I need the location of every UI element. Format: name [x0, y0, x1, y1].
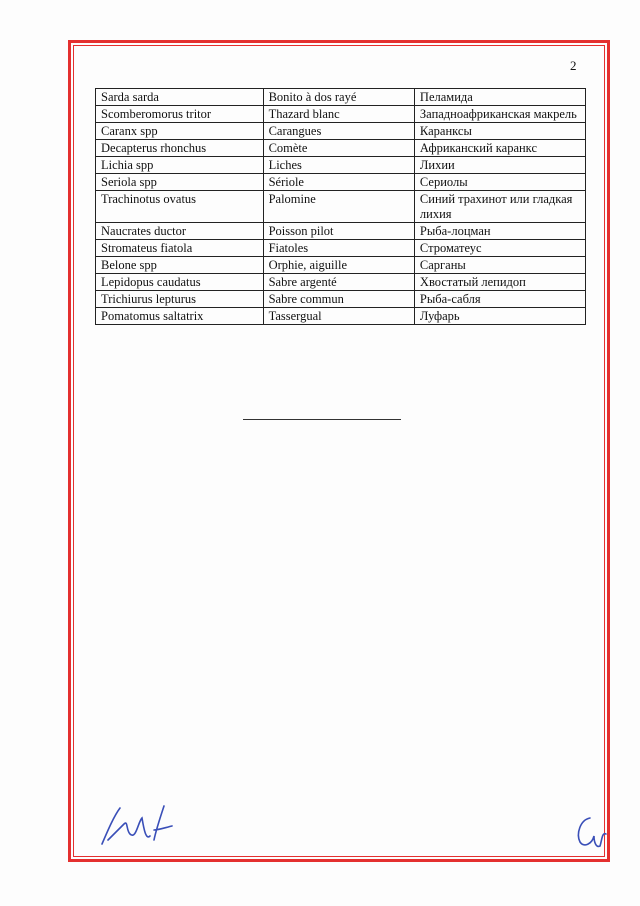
table-row	[96, 123, 586, 140]
russian-name-cell: Рыба-сабля	[414, 291, 585, 308]
table-row	[96, 240, 586, 257]
species-table	[95, 88, 586, 325]
latin-name-cell: Decapterus rhonchus	[96, 140, 264, 157]
latin-name-cell: Belone spp	[96, 257, 264, 274]
table-row	[96, 174, 586, 191]
french-name-cell: Thazard blanc	[263, 106, 414, 123]
table-row	[96, 308, 586, 325]
russian-name-cell: Западноафриканская макрель	[414, 106, 585, 123]
russian-name-cell: Синий трахинот или гладкая лихия	[414, 191, 585, 223]
french-name-cell: Carangues	[263, 123, 414, 140]
latin-name-cell: Trachinotus ovatus	[96, 191, 264, 223]
russian-name-cell: Сериолы	[414, 174, 585, 191]
closing-rule	[243, 419, 401, 420]
french-name-cell: Sabre argenté	[263, 274, 414, 291]
initials-right	[572, 810, 612, 854]
latin-name-cell: Seriola spp	[96, 174, 264, 191]
table-row	[96, 140, 586, 157]
latin-name-cell: Lepidopus caudatus	[96, 274, 264, 291]
russian-name-cell: Хвостатый лепидоп	[414, 274, 585, 291]
french-name-cell: Bonito à dos rayé	[263, 89, 414, 106]
latin-name-cell: Naucrates ductor	[96, 223, 264, 240]
table-row	[96, 191, 586, 223]
french-name-cell: Liches	[263, 157, 414, 174]
table-row	[96, 291, 586, 308]
latin-name-cell: Pomatomus saltatrix	[96, 308, 264, 325]
russian-name-cell: Рыба-лоцман	[414, 223, 585, 240]
russian-name-cell: Пеламида	[414, 89, 585, 106]
latin-name-cell: Caranx spp	[96, 123, 264, 140]
russian-name-cell: Каранксы	[414, 123, 585, 140]
page-number: 2	[570, 58, 577, 73]
french-name-cell: Poisson pilot	[263, 223, 414, 240]
table-row	[96, 89, 586, 106]
table-row	[96, 274, 586, 291]
french-name-cell: Sériole	[263, 174, 414, 191]
latin-name-cell: Sarda sarda	[96, 89, 264, 106]
table-row	[96, 157, 586, 174]
table-row	[96, 223, 586, 240]
french-name-cell: Palomine	[263, 191, 414, 223]
russian-name-cell: Сарганы	[414, 257, 585, 274]
russian-name-cell: Африканский каранкс	[414, 140, 585, 157]
russian-name-cell: Луфарь	[414, 308, 585, 325]
latin-name-cell: Trichiurus lepturus	[96, 291, 264, 308]
table-row	[96, 106, 586, 123]
french-name-cell: Sabre commun	[263, 291, 414, 308]
russian-name-cell: Строматеус	[414, 240, 585, 257]
french-name-cell: Comète	[263, 140, 414, 157]
french-name-cell: Orphie, aiguille	[263, 257, 414, 274]
latin-name-cell: Stromateus fiatola	[96, 240, 264, 257]
french-name-cell: Fiatoles	[263, 240, 414, 257]
latin-name-cell: Lichia spp	[96, 157, 264, 174]
table-row	[96, 257, 586, 274]
russian-name-cell: Лихии	[414, 157, 585, 174]
signature-left	[94, 800, 204, 852]
french-name-cell: Tassergual	[263, 308, 414, 325]
latin-name-cell: Scomberomorus tritor	[96, 106, 264, 123]
